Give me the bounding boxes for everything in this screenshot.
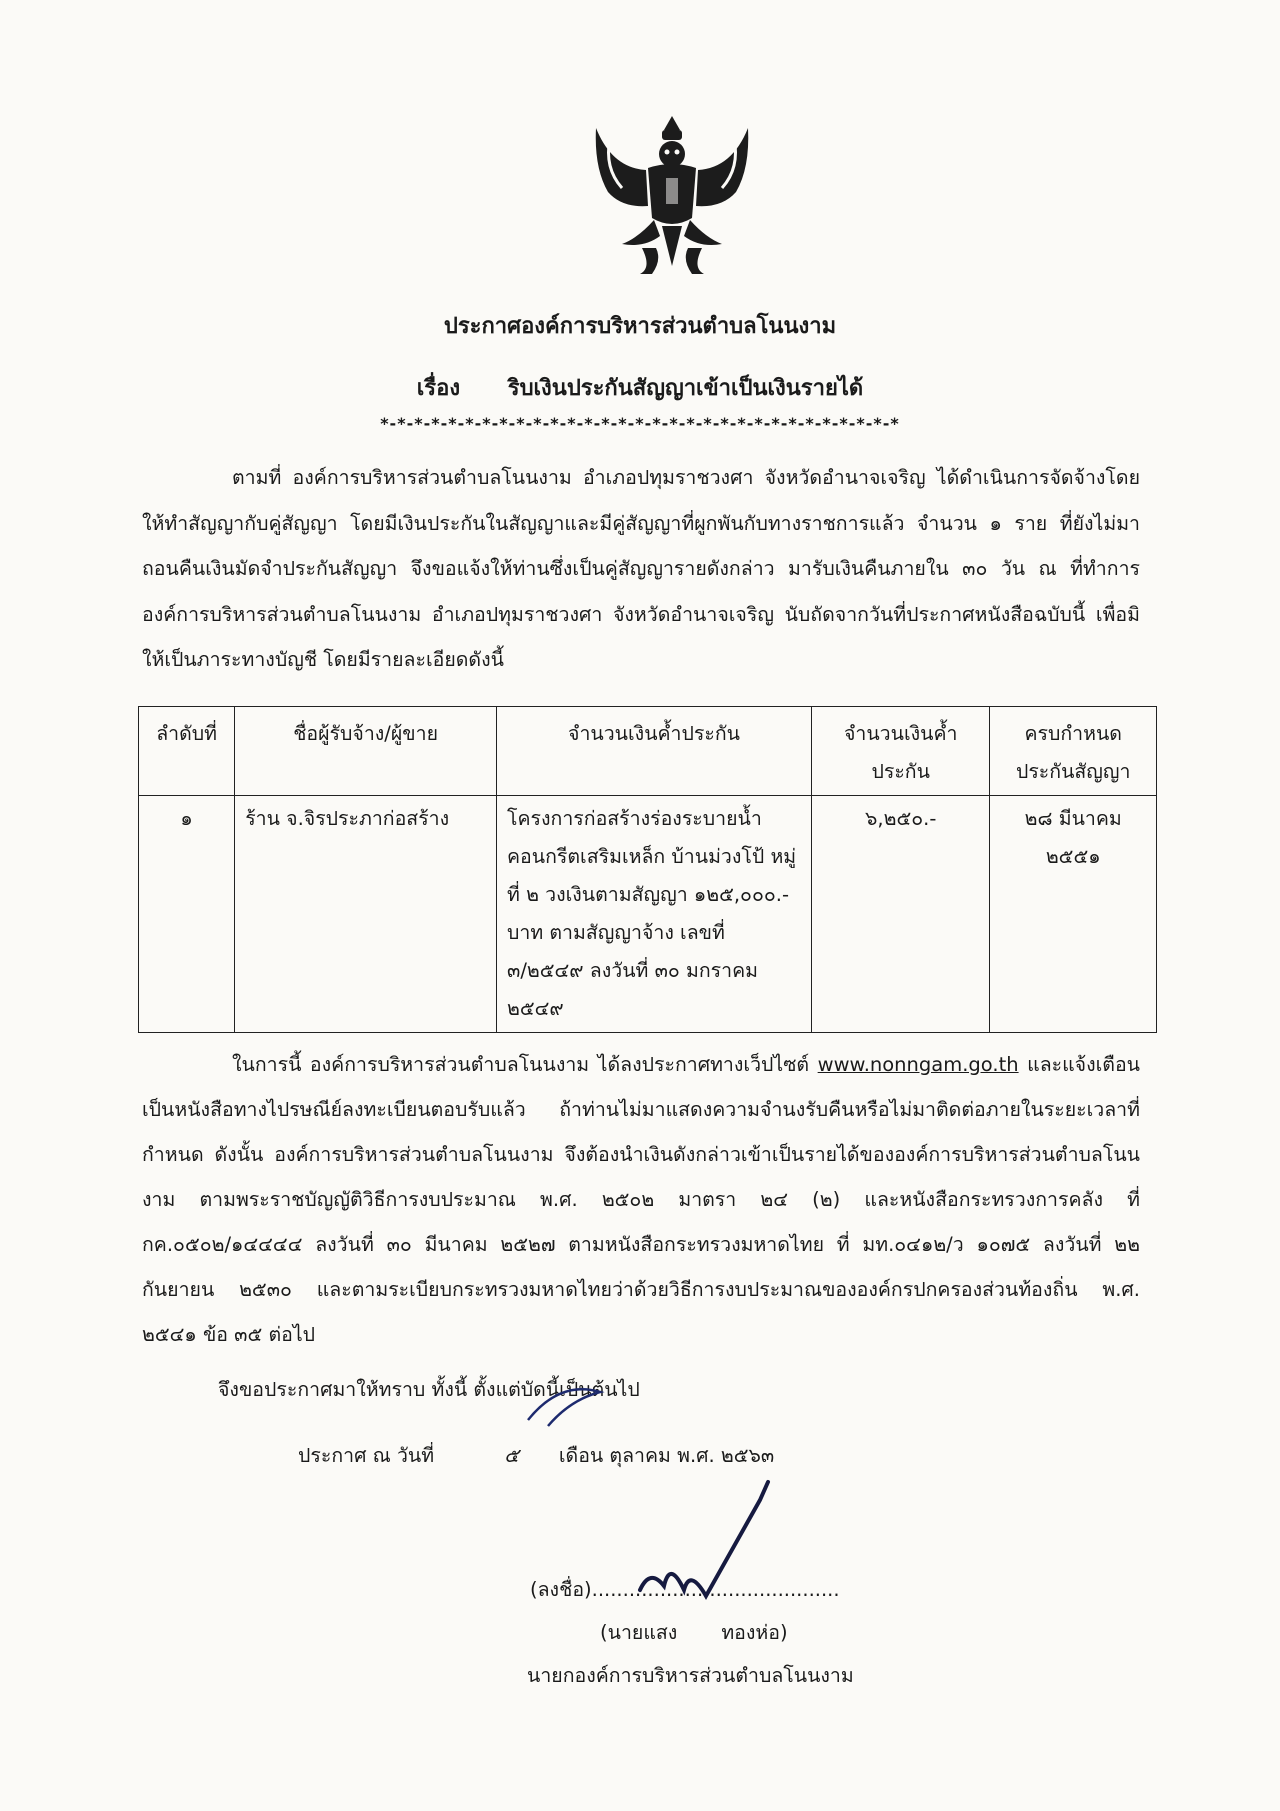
subject-label: เรื่อง bbox=[416, 376, 461, 401]
divider-line: *-*-*-*-*-*-*-*-*-*-*-*-*-*-*-*-*-*-*-*-*-*-*-*-*-*-*-*-*-*-* bbox=[380, 414, 900, 433]
date-suffix: เดือน ตุลาคม พ.ศ. ๒๕๖๓ bbox=[558, 1444, 775, 1467]
signatory-position: นายกองค์การบริหารส่วนตำบลโนนงาม bbox=[527, 1664, 854, 1687]
signatory-name bbox=[600, 1617, 788, 1648]
cell-project-detail: โครงการก่อสร้างร่องระบายน้ำคอนกรีตเสริมเหล็ก บ้านม่วงโป้ หมู่ที่ ๒ วงเงินตามสัญญา ๑๒๕,๐๐๐.-บาท ตามสัญญาจ้าง เลขที่ ๓/๒๕๔๙ ลงวันที่ ๓๐ มกราคม ๒๕๔๙ bbox=[497, 796, 812, 1033]
signatory-first-name: (นายแสง bbox=[600, 1621, 678, 1644]
closing-statement: จึงขอประกาศมาให้ทราบ ทั้งนี้ ตั้งแต่บัดนี้เป็นต้นไป bbox=[218, 1378, 640, 1401]
intro-text: ตามที่ องค์การบริหารส่วนตำบลโนนงาม อำเภอปทุมราชวงศา จังหวัดอำนาจเจริญ ได้ดำเนินการจัดจ้างโดยให้ทำสัญญากับคู่สัญญา โดยมีเงินประกันในสัญญาและมีคู่สัญญาที่ผูกพันกับทางราชการแล้ว จำนวน ๑ ราย ที่ยังไม่มาถอนคืนเงินมัดจำประกันสัญญา จึงขอแจ้งให้ท่านซึ่งเป็นคู่สัญญารายดังกล่าว มารับเงินคืนภายใน ๓๐ วัน ณ ที่ทำการองค์การบริหารส่วนตำบลโนนงาม อำเภอปทุมราชวงศา จังหวัดอำนาจเจริญ นับถัดจากวันที่ประกาศหนังสือฉบับนี้ เพื่อมิให้เป็นภาระทางบัญชี โดยมีรายละเอียดดังนี้ bbox=[142, 466, 1140, 671]
table-header-row bbox=[139, 707, 1157, 796]
legal-text-after: และแจ้งเตือนเป็นหนังสือทางไปรษณีย์ลงทะเบียนตอบรับแล้ว ถ้าท่านไม่มาแสดงความจำนงรับคืนหรือไม่มาติดต่อภายในระยะเวลาที่กำหนด ดังนั้น องค์การบริหารส่วนตำบลโนนงาม จึงต้องนำเงินดังกล่าวเข้าเป็นรายได้ขององค์การบริหารส่วนตำบลโนนงาม ตามพระราชบัญญัติวิธีการงบประมาณ พ.ศ. ๒๕๐๒ มาตรา ๒๔ (๒) และหนังสือกระทรวงการคลัง ที่ กค.๐๕๐๒/๑๔๔๔๔ ลงวันที่ ๓๐ มีนาคม ๒๕๒๗ ตามหนังสือกระทรวงมหาดไทย ที่ มท.๐๔๑๒/ว ๑๐๗๕ ลงวันที่ ๒๒ กันยายน ๒๕๓๐ และตามระเบียบกระทรวงมหาดไทยว่าด้วยวิธีการงบประมาณขององค์กรปกครองส่วนท้องถิ่น พ.ศ. ๒๕๔๑ ข้อ ๓๕ ต่อไป bbox=[142, 1053, 1141, 1346]
header-contractor: ชื่อผู้รับจ้าง/ผู้ขาย bbox=[235, 707, 497, 796]
garuda-emblem-icon bbox=[582, 108, 762, 278]
signatory-surname: ทองห่อ) bbox=[721, 1621, 788, 1644]
signature-line: (ลงชื่อ)........................................ bbox=[530, 1578, 840, 1601]
header-guarantee-amount: จำนวนเงินค้ำประกัน bbox=[811, 707, 989, 796]
header-guarantee-project: จำนวนเงินค้ำประกัน bbox=[497, 707, 812, 796]
intro-paragraph bbox=[142, 455, 1140, 683]
header-no: ลำดับที่ bbox=[139, 707, 235, 796]
cell-contractor: ร้าน จ.จิรประภาก่อสร้าง bbox=[235, 796, 497, 1033]
cell-due-date: ๒๘ มีนาคม ๒๕๕๑ bbox=[990, 796, 1157, 1033]
website-link[interactable]: www.nonngam.go.th bbox=[817, 1053, 1019, 1076]
cell-amount: ๖,๒๕๐.- bbox=[811, 796, 989, 1033]
legal-paragraph bbox=[142, 1042, 1140, 1357]
date-prefix: ประกาศ ณ วันที่ bbox=[298, 1444, 435, 1467]
legal-text-before: ในการนี้ องค์การบริหารส่วนตำบลโนนงาม ได้ลงประกาศทางเว็ปไซต์ bbox=[232, 1053, 810, 1076]
date-day: ๕ bbox=[504, 1444, 519, 1467]
cell-no: ๑ bbox=[139, 796, 235, 1033]
table-row bbox=[139, 796, 1157, 1033]
bond-table bbox=[138, 706, 1157, 1033]
header-due-date: ครบกำหนดประกันสัญญา bbox=[990, 707, 1157, 796]
subject-line bbox=[0, 370, 1280, 405]
date-line bbox=[298, 1440, 774, 1471]
announcement-title: ประกาศองค์การบริหารส่วนตำบลโนนงาม bbox=[443, 314, 837, 339]
subject-text: ริบเงินประกันสัญญาเข้าเป็นเงินรายได้ bbox=[507, 376, 864, 401]
